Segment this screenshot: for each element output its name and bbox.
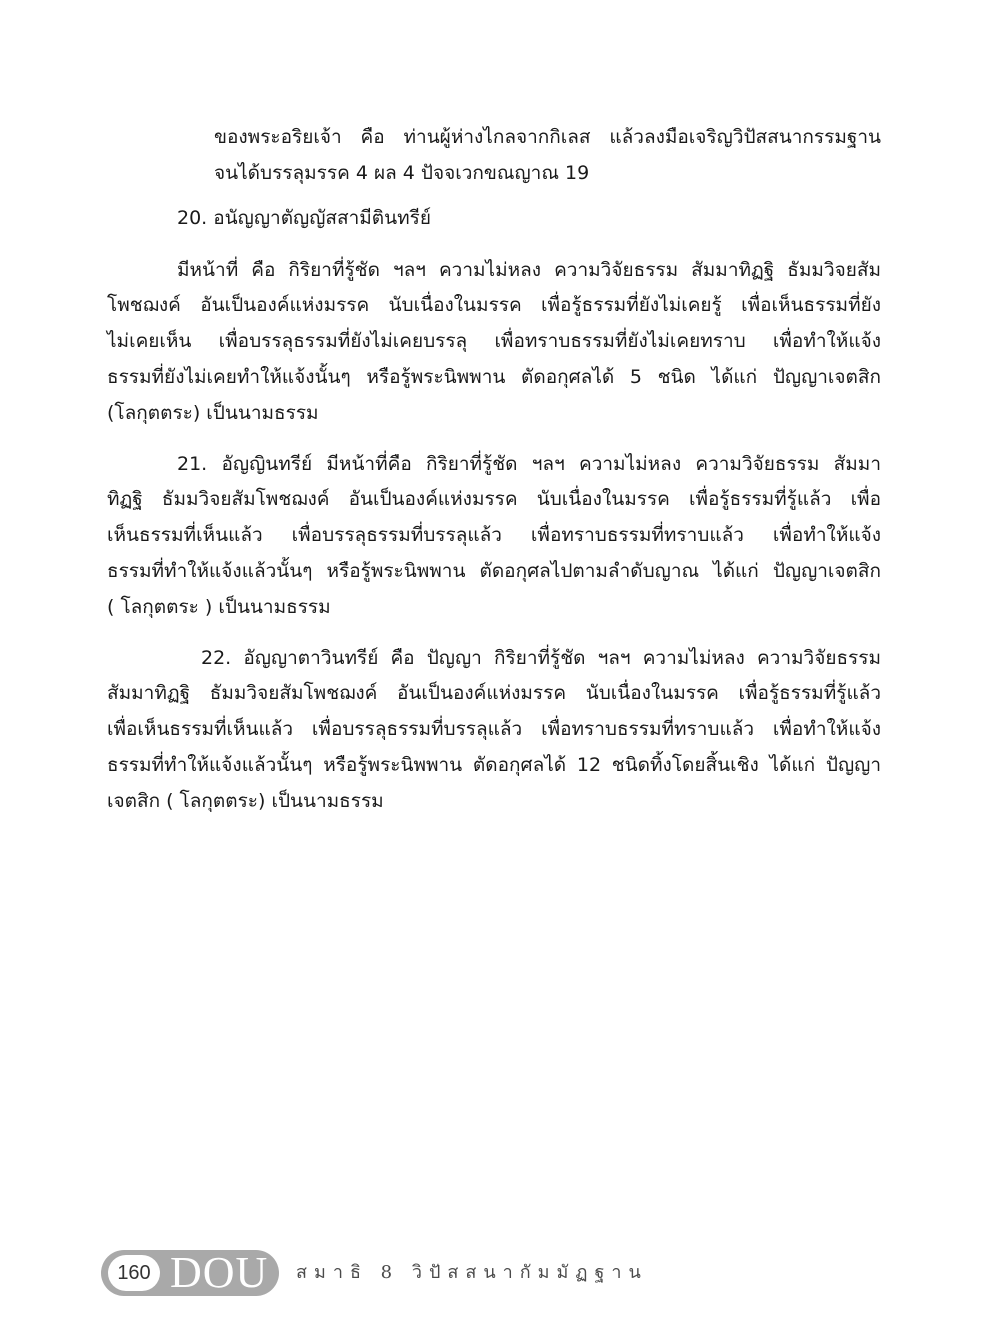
brand-logo: DOU [170, 1248, 269, 1297]
body-line: ของพระอริยเจ้า คือ ท่านผู้ห่างไกลจากกิเลส แล้วลงมือเจริญวิปัสสนากรรมฐาน [214, 126, 881, 148]
body-line: เห็นธรรมที่เห็นแล้ว เพื่อบรรลุธรรมที่บรรลุแล้ว เพื่อทราบธรรมที่ทราบแล้ว เพื่อทำให้แจ้ง [107, 524, 881, 546]
body-line: สัมมาทิฏฐิ ธัมมวิจยสัมโพชฌงค์ อันเป็นองค์แห่งมรรค นับเนื่องในมรรค เพื่อรู้ธรรมที่รู้แล้ว [107, 682, 881, 704]
body-line: ธรรมที่ทำให้แจ้งแล้วนั้นๆ หรือรู้พระนิพพาน ตัดอกุศลไปตามลำดับญาณ ได้แก่ ปัญญาเจตสิก [107, 560, 881, 582]
body-line: ทิฏฐิ ธัมมวิจยสัมโพชฌงค์ อันเป็นองค์แห่งมรรค นับเนื่องในมรรค เพื่อรู้ธรรมที่รู้แล้ว เพื่อ [107, 488, 881, 510]
body-line: มีหน้าที่ คือ กิริยาที่รู้ชัด ฯลฯ ความไม่หลง ความวิจัยธรรม สัมมาทิฏฐิ ธัมมวิจยสัม [177, 259, 881, 281]
body-line: ( โลกุตตระ ) เป็นนามธรรม [107, 596, 331, 618]
body-line: เพื่อเห็นธรรมที่เห็นแล้ว เพื่อบรรลุธรรมที่บรรลุแล้ว เพื่อทราบธรรมที่ทราบแล้ว เพื่อทำให้แจ้ง [107, 718, 881, 740]
body-line: เจตสิก ( โลกุตตระ) เป็นนามธรรม [107, 790, 384, 812]
body-line: 22. อัญญาตาวินทรีย์ คือ ปัญญา กิริยาที่รู้ชัด ฯลฯ ความไม่หลง ความวิจัยธรรม [201, 647, 881, 669]
body-line: ธรรมที่ยังไม่เคยทำให้แจ้งนั้นๆ หรือรู้พระนิพพาน ตัดอกุศลได้ 5 ชนิด ได้แก่ ปัญญาเจตสิก [107, 366, 881, 388]
body-line: ไม่เคยเห็น เพื่อบรรลุธรรมที่ยังไม่เคยบรรลุ เพื่อทราบธรรมที่ยังไม่เคยทราบ เพื่อทำให้แจ้ง [107, 330, 881, 352]
body-line: 21. อัญญินทรีย์ มีหน้าที่คือ กิริยาที่รู้ชัด ฯลฯ ความไม่หลง ความวิจัยธรรม สัมมา [177, 453, 881, 475]
running-title: สมาธิ 8 วิปัสสนากัมมัฏฐาน [296, 1262, 648, 1283]
page-number: 160 [108, 1255, 160, 1291]
section-heading: 20. อนัญญาตัญญัสสามีตินทรีย์ [177, 207, 431, 229]
body-line: จนได้บรรลุมรรค 4 ผล 4 ปัจจเวกขณญาณ 19 [214, 162, 590, 184]
body-line: (โลกุตตระ) เป็นนามธรรม [107, 402, 319, 424]
body-line: ธรรมที่ทำให้แจ้งแล้วนั้นๆ หรือรู้พระนิพพาน ตัดอกุศลได้ 12 ชนิดทิ้งโดยสิ้นเชิง ได้แก่ ปัญญา [107, 754, 881, 776]
body-line: โพชฌงค์ อันเป็นองค์แห่งมรรค นับเนื่องในมรรค เพื่อรู้ธรรมที่ยังไม่เคยรู้ เพื่อเห็นธรรมที่ยัง [107, 294, 881, 316]
